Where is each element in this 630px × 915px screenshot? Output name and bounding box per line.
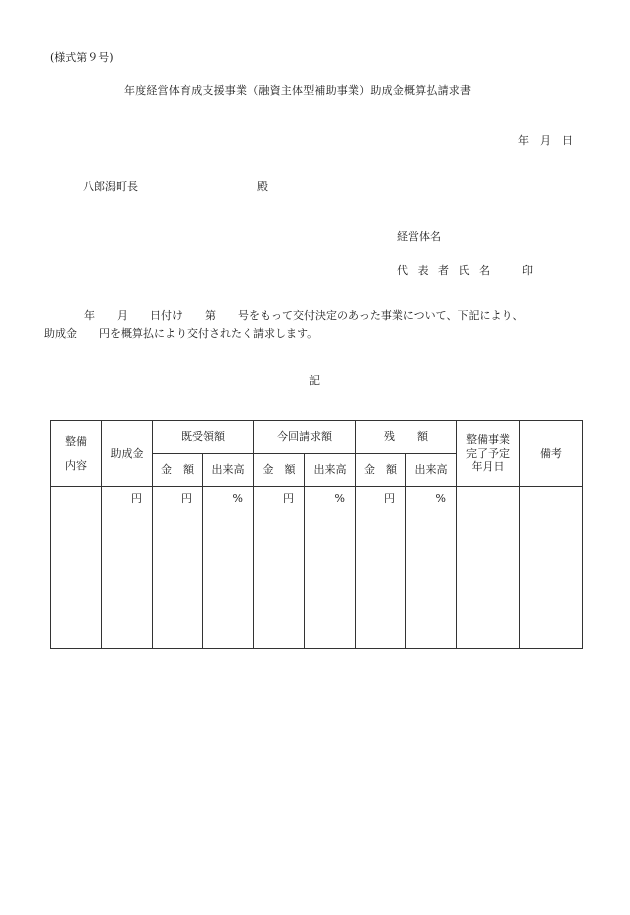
header-kanryo-line2: 完了予定 bbox=[466, 446, 510, 460]
cell-joseikin: 円 bbox=[102, 487, 153, 649]
cell-kiju-dekidaka: % bbox=[203, 487, 254, 649]
cell-konkai-kingaku: 円 bbox=[254, 487, 305, 649]
cell-seibi-naiyo bbox=[51, 487, 102, 649]
sub-kiju-dekidaka: 出来高 bbox=[203, 454, 254, 487]
cell-konkai-dekidaka: % bbox=[305, 487, 356, 649]
sub-konkai-dekidaka: 出来高 bbox=[305, 454, 356, 487]
cell-biko bbox=[520, 487, 583, 649]
applicant-org-label: 経営体名 bbox=[397, 230, 441, 243]
sub-zan-kingaku: 金 額 bbox=[356, 454, 406, 487]
header-zan-group: 残 額 bbox=[356, 421, 457, 454]
header-konkai-group: 今回請求額 bbox=[254, 421, 356, 454]
cell-kanryo-yotei bbox=[457, 487, 520, 649]
header-seibi-line2: 内容 bbox=[65, 458, 87, 472]
header-kanryo-yotei bbox=[457, 421, 520, 487]
document-title: 年度経営体育成支援事業（融資主体型補助事業）助成金概算払請求書 bbox=[124, 84, 472, 97]
ki-heading: 記 bbox=[309, 374, 320, 387]
header-biko: 備考 bbox=[520, 421, 583, 487]
addressee: 八郎潟町長 bbox=[83, 180, 138, 193]
header-seibi-line1: 整備 bbox=[65, 434, 87, 448]
table-data-row bbox=[51, 487, 583, 649]
header-seibi-naiyo bbox=[51, 421, 102, 487]
cell-zan-kingaku: 円 bbox=[356, 487, 406, 649]
sub-kiju-kingaku: 金 額 bbox=[153, 454, 203, 487]
header-joseikin: 助成金 bbox=[102, 421, 153, 487]
header-kanryo-line1: 整備事業 bbox=[466, 432, 510, 446]
honorific: 殿 bbox=[257, 180, 268, 193]
claim-table bbox=[50, 420, 583, 649]
sub-zan-dekidaka: 出来高 bbox=[406, 454, 457, 487]
sub-konkai-kingaku: 金 額 bbox=[254, 454, 305, 487]
cell-zan-dekidaka: % bbox=[406, 487, 457, 649]
request-text-line-1: 年 月 日付け 第 号をもって交付決定のあった事業について、下記により、 bbox=[84, 309, 524, 322]
table-header-row bbox=[51, 421, 583, 454]
header-kanryo-line3: 年月日 bbox=[471, 460, 505, 474]
cell-kiju-kingaku: 円 bbox=[153, 487, 203, 649]
seal-mark: 印 bbox=[522, 264, 533, 277]
form-number: (様式第９号) bbox=[50, 51, 114, 64]
header-kiju-group: 既受領額 bbox=[153, 421, 254, 454]
request-text-line-2: 助成金 円を概算払により交付されたく請求します。 bbox=[44, 327, 319, 340]
date-line: 年 月 日 bbox=[518, 134, 573, 147]
representative-name-label: 代 表 者 氏 名 bbox=[397, 264, 493, 277]
